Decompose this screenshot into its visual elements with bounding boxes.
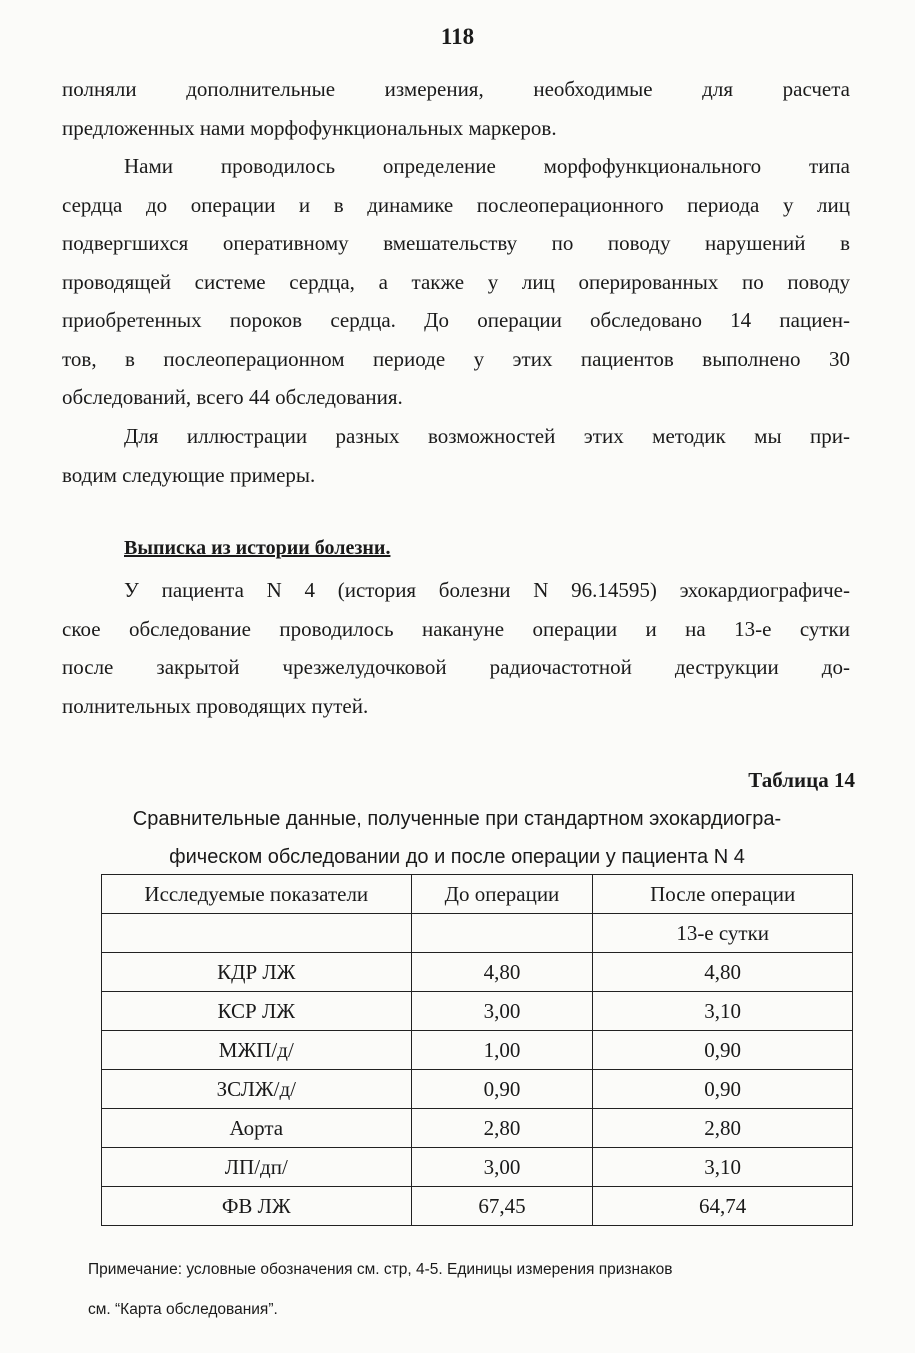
table-cell: 2,80 — [593, 1109, 853, 1148]
data-table — [101, 874, 853, 1226]
text-line: Для иллюстрации разных возможностей этих методик мы при- — [124, 424, 850, 448]
table-cell: ЛП/дп/ — [102, 1148, 412, 1187]
table-cell: 4,80 — [411, 953, 593, 992]
table-cell: 64,74 — [593, 1187, 853, 1226]
text-line: обследований, всего 44 обследования. — [62, 385, 403, 409]
table-cell: 67,45 — [411, 1187, 593, 1226]
table-cell: 2,80 — [411, 1109, 593, 1148]
paragraph-3 — [62, 417, 850, 494]
table-row — [102, 1109, 853, 1148]
table-cell: МЖП/д/ — [102, 1031, 412, 1070]
table-cell: 1,00 — [411, 1031, 593, 1070]
table-label: Таблица 14 — [748, 768, 855, 792]
paragraph-2 — [62, 147, 850, 417]
header-cell: До операции — [411, 875, 593, 914]
page-number: 118 — [440, 24, 475, 49]
paragraph-1 — [62, 70, 850, 147]
table-cell: ФВ ЛЖ — [102, 1187, 412, 1226]
table-cell: 0,90 — [411, 1070, 593, 1109]
table-caption — [62, 800, 852, 876]
table-cell: 3,10 — [593, 992, 853, 1031]
section-heading: Выписка из истории болезни. — [124, 537, 391, 559]
text-line: после закрытой чрезжелудочковой радиочастотной деструкции до- — [62, 655, 850, 679]
subheader-cell: 13-е сутки — [593, 914, 853, 953]
text-line: полняли дополнительные измерения, необходимые для расчета — [62, 77, 850, 101]
table-cell: 4,80 — [593, 953, 853, 992]
text-line: Нами проводилось определение морфофункционального типа — [124, 154, 850, 178]
subheader-cell — [411, 914, 593, 953]
text-line: У пациента N 4 (история болезни N 96.14595) эхокардиографиче- — [124, 578, 850, 602]
header-cell: После операции — [593, 875, 853, 914]
table-row — [102, 992, 853, 1031]
text-line: приобретенных пороков сердца. До операции обследовано 14 пациен- — [62, 308, 850, 332]
text-line: сердца до операции и в динамике послеоперационного периода у лиц — [62, 192, 850, 217]
caption-line: Сравнительные данные, полученные при стандартном эхокардиогра- — [132, 808, 782, 830]
table-note — [88, 1250, 848, 1330]
table-cell: 3,00 — [411, 1148, 593, 1187]
note-line: Примечание: условные обозначения см. стр, 4-5. Единицы измерения признаков — [88, 1261, 673, 1278]
table-row — [102, 1148, 853, 1187]
text-line: подвергшихся оперативному вмешательству по поводу нарушений в — [62, 231, 850, 255]
table-cell: 0,90 — [593, 1031, 853, 1070]
table-cell: 3,10 — [593, 1148, 853, 1187]
note-line: см. “Карта обследования”. — [88, 1301, 278, 1318]
table-subheader-row — [102, 914, 853, 953]
table-cell: Аорта — [102, 1109, 412, 1148]
table-cell: КДР ЛЖ — [102, 953, 412, 992]
table-cell: ЗСЛЖ/д/ — [102, 1070, 412, 1109]
table-row — [102, 1070, 853, 1109]
table-header-row — [102, 875, 853, 914]
table-cell: 0,90 — [593, 1070, 853, 1109]
table-row — [102, 1187, 853, 1226]
table-cell: КСР ЛЖ — [102, 992, 412, 1031]
paragraph-4 — [62, 571, 850, 725]
text-line: проводящей системе сердца, а также у лиц оперированных по поводу — [62, 269, 850, 294]
text-line: ское обследование проводилось накануне операции и на 13-е сутки — [62, 616, 850, 641]
text-line: предложенных нами морфофункциональных маркеров. — [62, 115, 557, 140]
text-line: полнительных проводящих путей. — [62, 693, 369, 718]
caption-line: фическом обследовании до и после операции у пациента N 4 — [169, 846, 745, 868]
table-cell: 3,00 — [411, 992, 593, 1031]
table-row — [102, 953, 853, 992]
text-line: тов, в послеоперационном периоде у этих пациентов выполнено 30 — [62, 346, 850, 371]
text-line: водим следующие примеры. — [62, 462, 316, 487]
subheader-cell — [102, 914, 412, 953]
table-row — [102, 1031, 853, 1070]
header-cell: Исследуемые показатели — [102, 875, 412, 914]
